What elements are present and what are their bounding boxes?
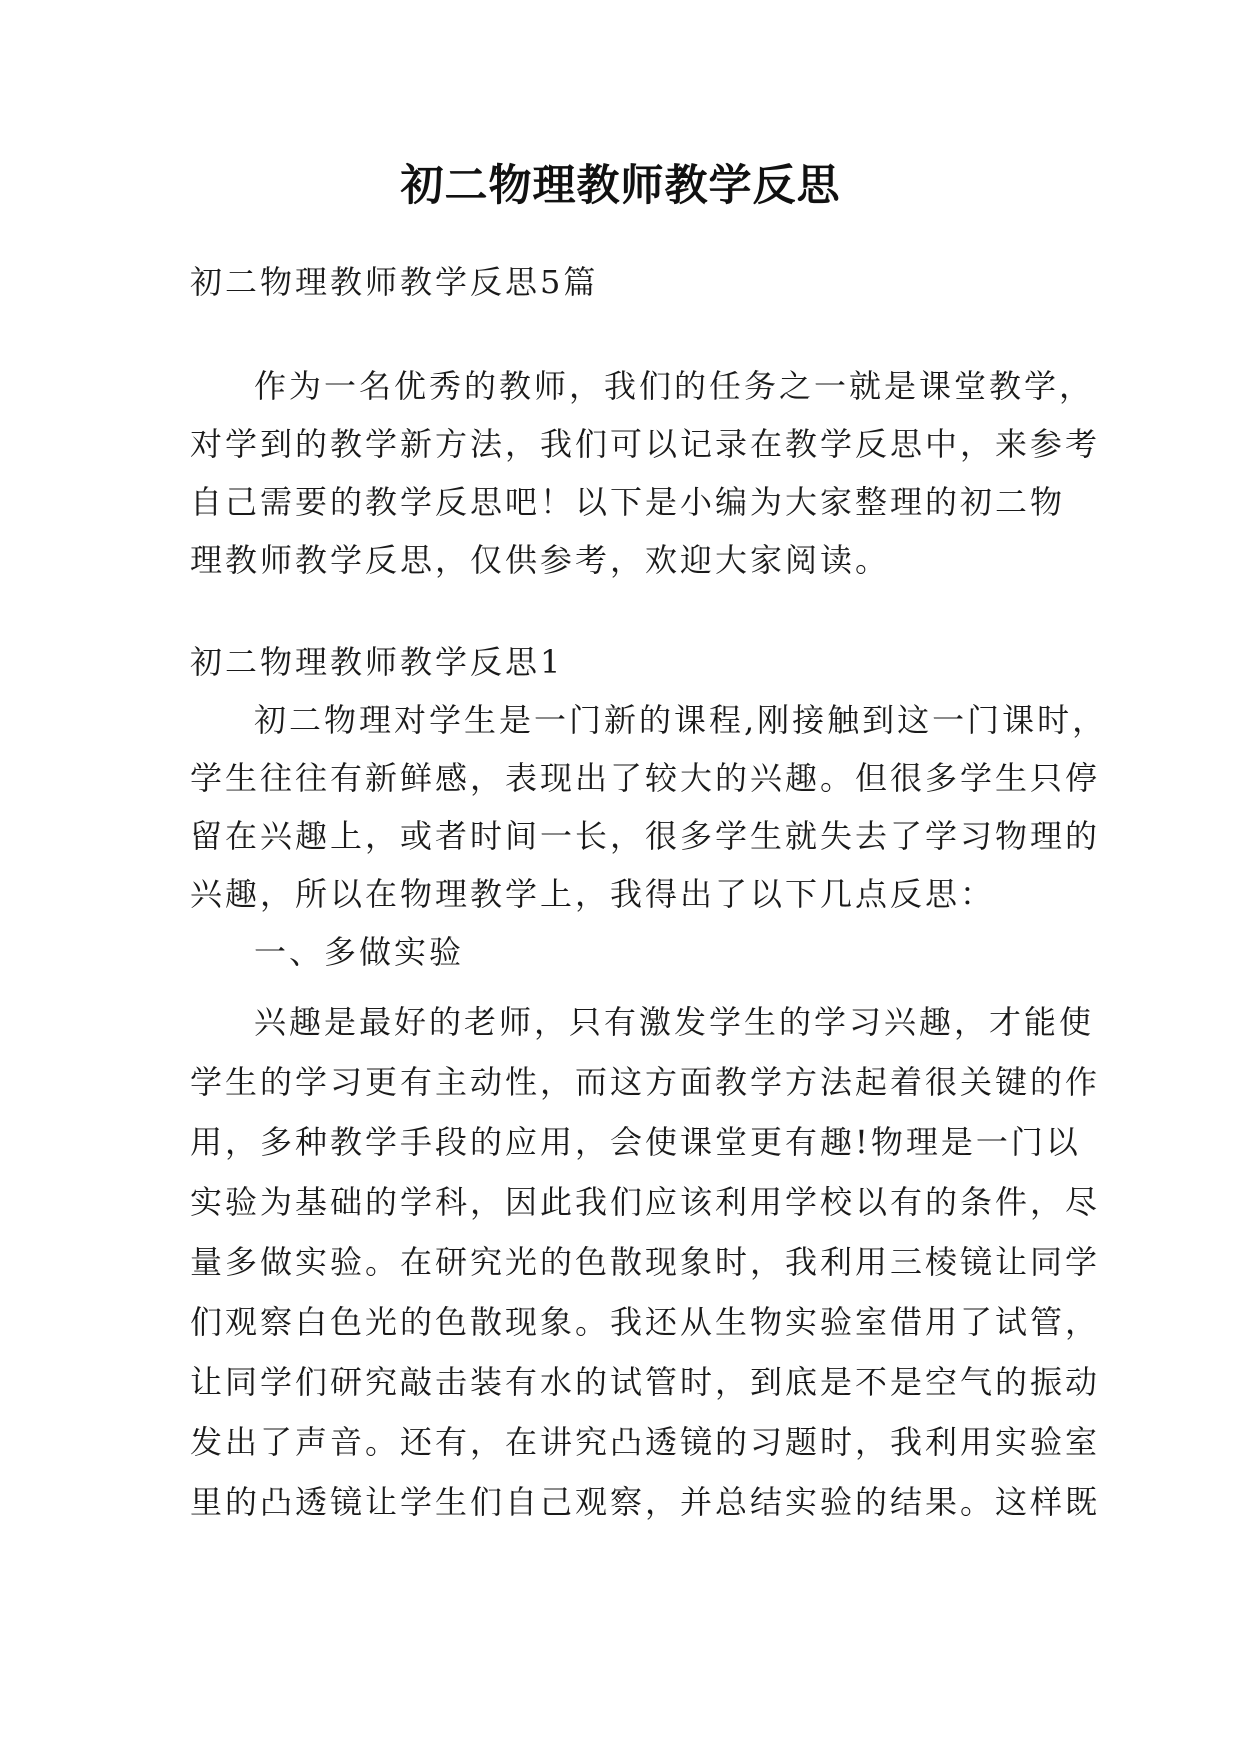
paragraph-line: 实验为基础的学科，因此我们应该利用学校以有的条件，尽 [190, 1183, 1101, 1221]
intro-line: 自己需要的教学反思吧！以下是小编为大家整理的初二物 [190, 483, 1066, 521]
paragraph-line: 兴趣是最好的老师，只有激发学生的学习兴趣，才能使 [254, 1003, 1095, 1041]
paragraph-line: 学生的学习更有主动性，而这方面教学方法起着很关键的作 [190, 1063, 1101, 1101]
intro-line: 作为一名优秀的教师，我们的任务之一就是课堂教学， [254, 367, 1095, 405]
paragraph-line: 初二物理对学生是一门新的课程,刚接触到这一门课时， [254, 701, 1108, 739]
intro-line: 理教师教学反思，仅供参考，欢迎大家阅读。 [190, 541, 891, 579]
paragraph-line: 留在兴趣上，或者时间一长，很多学生就失去了学习物理的 [190, 817, 1101, 855]
intro-line: 对学到的教学新方法，我们可以记录在教学反思中，来参考 [190, 425, 1101, 463]
paragraph-line: 量多做实验。在研究光的色散现象时，我利用三棱镜让同学 [190, 1243, 1101, 1281]
paragraph-line: 发出了声音。还有，在讲究凸透镜的习题时，我利用实验室 [190, 1423, 1101, 1461]
paragraph-line: 学生往往有新鲜感，表现出了较大的兴趣。但很多学生只停 [190, 759, 1101, 797]
paragraph-line: 兴趣，所以在物理教学上，我得出了以下几点反思： [190, 875, 996, 913]
section-heading: 初二物理教师教学反思1 [190, 643, 564, 681]
paragraph-line: 们观察白色光的色散现象。我还从生物实验室借用了试管， [190, 1303, 1101, 1341]
paragraph-line: 用，多种教学手段的应用，会使课堂更有趣!物理是一门以 [190, 1123, 1081, 1161]
document-subtitle: 初二物理教师教学反思5篇 [190, 263, 599, 301]
paragraph-line: 让同学们研究敲击装有水的试管时，到底是不是空气的振动 [190, 1363, 1101, 1401]
document-title: 初二物理教师教学反思 [400, 161, 841, 211]
point-heading: 一、多做实验 [254, 933, 465, 971]
paragraph-line: 里的凸透镜让学生们自己观察，并总结实验的结果。这样既 [190, 1483, 1101, 1521]
